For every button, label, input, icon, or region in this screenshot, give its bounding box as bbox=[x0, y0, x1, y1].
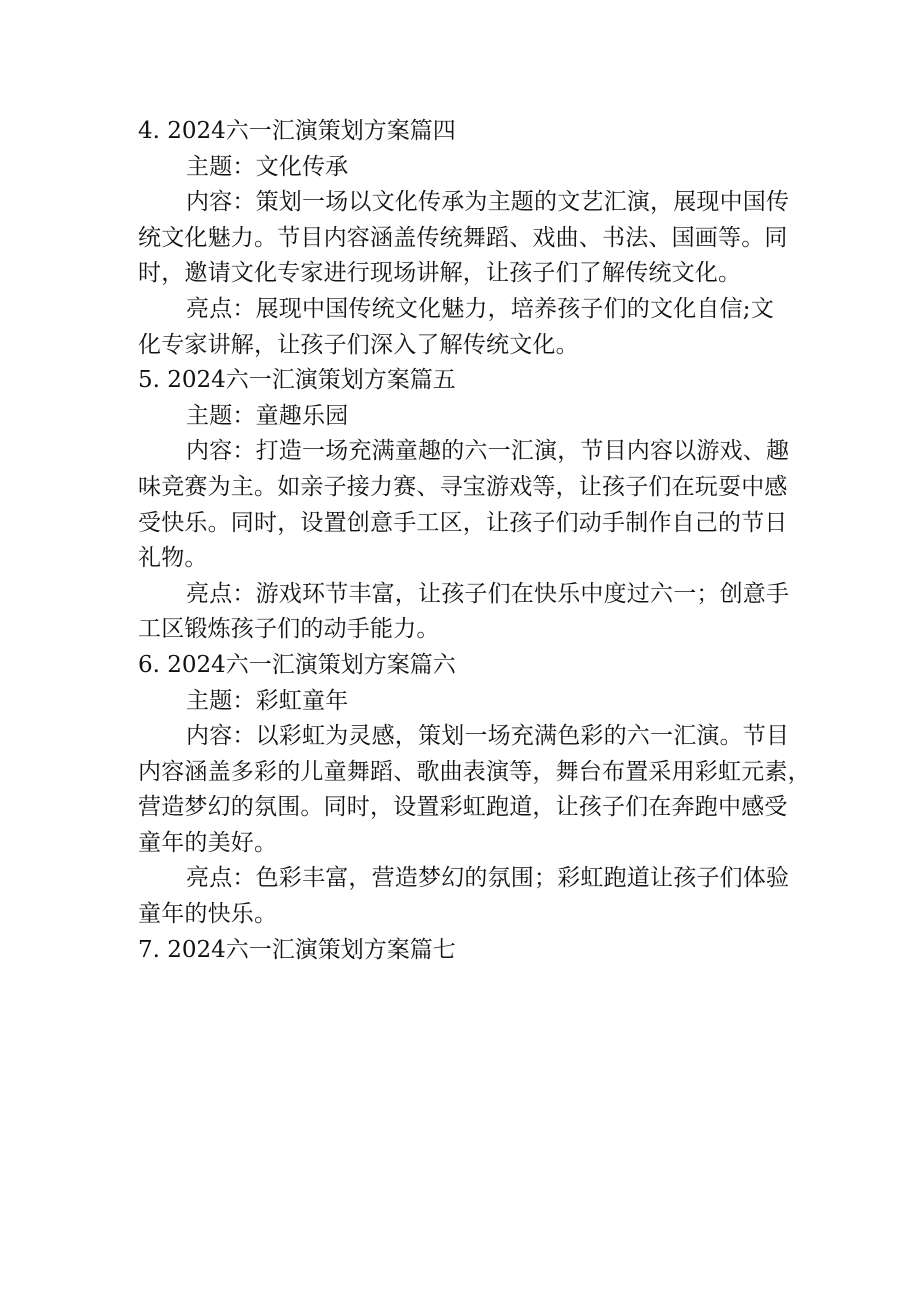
highlight-line: 童年的快乐。 bbox=[138, 901, 278, 928]
content-line: 营造梦幻的氛围。同时，设置彩虹跑道，让孩子们在奔跑中感受 bbox=[138, 794, 788, 821]
content-line: 童年的美好。 bbox=[138, 829, 278, 856]
content-line: 礼物。 bbox=[138, 545, 208, 572]
highlight-line: 亮点：游戏环节丰富，让孩子们在快乐中度过六一；创意手 bbox=[186, 580, 790, 607]
content-line: 内容：以彩虹为灵感，策划一场充满色彩的六一汇演。节目 bbox=[186, 723, 790, 750]
content-line: 味竞赛为主。如亲子接力赛、寻宝游戏等，让孩子们在玩耍中感 bbox=[138, 473, 788, 500]
content-line: 内容：打造一场充满童趣的六一汇演，节目内容以游戏、趣 bbox=[186, 438, 790, 465]
highlight-line: 化专家讲解，让孩子们深入了解传统文化。 bbox=[138, 331, 579, 358]
highlight-line: 亮点：展现中国传统文化魅力，培养孩子们的文化自信;文 bbox=[186, 295, 774, 322]
content-line: 内容涵盖多彩的儿童舞蹈、歌曲表演等，舞台布置采用彩虹元素， bbox=[138, 758, 811, 785]
section-theme: 主题：彩虹童年 bbox=[186, 687, 349, 714]
content-line: 内容：策划一场以文化传承为主题的文艺汇演，展现中国传 bbox=[186, 189, 790, 216]
section-theme: 主题：文化传承 bbox=[186, 153, 349, 180]
section-heading: 4. 2024六一汇演策划方案篇四 bbox=[138, 118, 456, 144]
content-line: 时，邀请文化专家进行现场讲解，让孩子们了解传统文化。 bbox=[138, 260, 742, 287]
highlight-line: 亮点：色彩丰富，营造梦幻的氛围；彩虹跑道让孩子们体验 bbox=[186, 865, 790, 892]
content-line: 受快乐。同时，设置创意手工区，让孩子们动手制作自己的节日 bbox=[138, 509, 788, 536]
section-heading: 5. 2024六一汇演策划方案篇五 bbox=[138, 367, 456, 394]
document-body bbox=[138, 114, 811, 968]
section-theme: 主题：童趣乐园 bbox=[186, 402, 349, 429]
highlight-line: 工区锻炼孩子们的动手能力。 bbox=[138, 616, 440, 643]
content-line: 统文化魅力。节目内容涵盖传统舞蹈、戏曲、书法、国画等。同 bbox=[138, 224, 788, 251]
section-heading: 7. 2024六一汇演策划方案篇七 bbox=[138, 936, 456, 963]
section-heading: 6. 2024六一汇演策划方案篇六 bbox=[138, 651, 456, 678]
